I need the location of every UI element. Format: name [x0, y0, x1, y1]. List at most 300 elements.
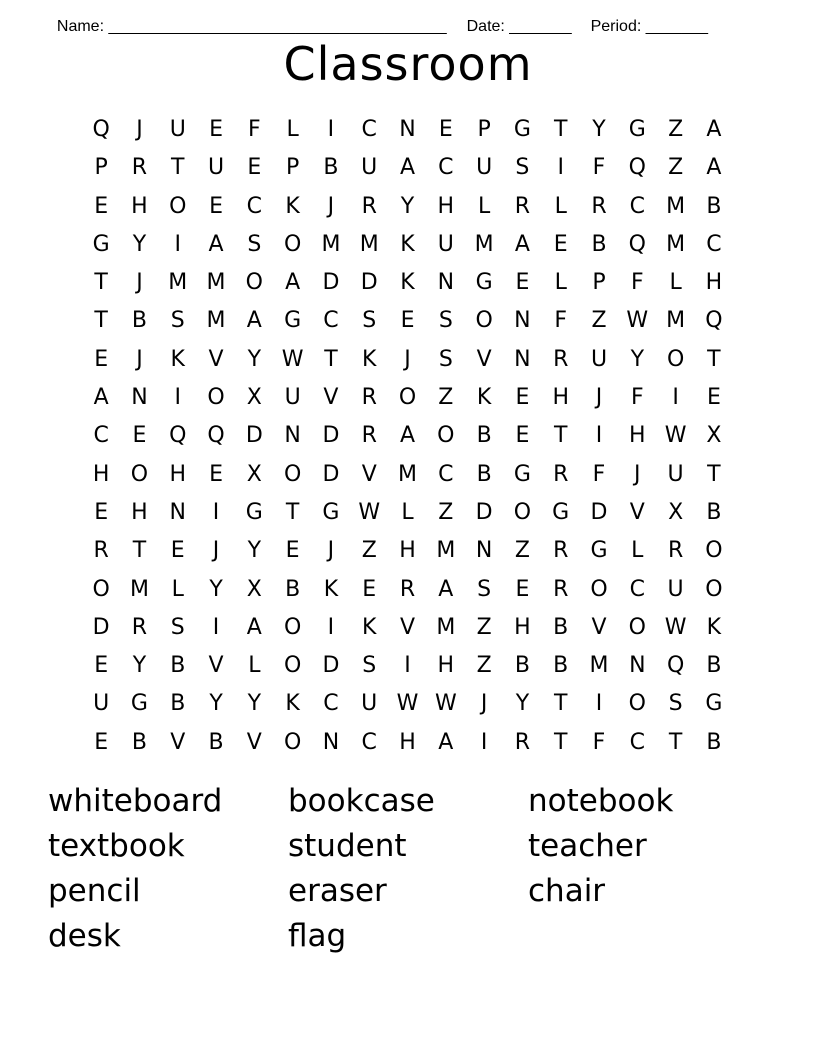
grid-letter[interactable]: E — [170, 538, 185, 564]
grid-letter[interactable]: J — [136, 117, 143, 142]
grid-letter[interactable]: J — [595, 385, 603, 411]
grid-letter[interactable]: U — [169, 117, 186, 142]
grid-letter[interactable]: L — [401, 499, 414, 525]
grid-letter[interactable]: M — [436, 538, 456, 564]
grid-letter[interactable]: H — [705, 270, 723, 296]
grid-letter[interactable]: R — [553, 576, 569, 602]
grid-letter[interactable]: K — [362, 346, 377, 372]
grid-letter[interactable]: K — [285, 691, 300, 717]
grid-letter[interactable]: A — [399, 423, 416, 449]
grid-letter[interactable]: W — [358, 499, 381, 525]
grid-letter[interactable]: Y — [209, 576, 223, 602]
grid-letter[interactable]: I — [327, 614, 335, 640]
grid-letter[interactable]: Q — [628, 155, 646, 181]
grid-letter[interactable]: U — [667, 576, 684, 602]
grid-letter[interactable]: E — [132, 423, 147, 449]
grid-letter[interactable]: B — [476, 423, 492, 449]
grid-letter[interactable]: S — [362, 308, 377, 334]
grid-letter[interactable]: M — [666, 193, 686, 219]
grid-letter[interactable]: I — [327, 117, 335, 142]
grid-letter[interactable]: H — [437, 653, 455, 679]
grid-letter[interactable]: G — [284, 308, 302, 334]
grid-letter[interactable]: E — [247, 155, 262, 181]
grid-letter[interactable]: E — [515, 423, 530, 449]
grid-letter[interactable]: J — [136, 270, 143, 296]
grid-letter[interactable]: B — [591, 231, 607, 257]
grid-letter[interactable]: J — [404, 346, 411, 372]
grid-letter[interactable]: X — [246, 461, 262, 487]
grid-letter[interactable]: P — [477, 117, 491, 142]
grid-letter[interactable]: G — [245, 499, 263, 525]
grid-letter[interactable]: E — [438, 117, 453, 142]
grid-letter[interactable]: R — [361, 193, 377, 219]
grid-letter[interactable]: Q — [92, 117, 110, 142]
grid-letter[interactable]: S — [170, 614, 185, 640]
grid-letter[interactable]: I — [595, 691, 603, 717]
word-bank-item: bookcase — [288, 783, 435, 819]
grid-letter[interactable]: U — [476, 155, 493, 181]
grid-letter[interactable]: T — [324, 346, 338, 372]
grid-letter[interactable]: E — [94, 346, 109, 372]
grid-letter[interactable]: T — [94, 308, 108, 334]
grid-letter[interactable]: O — [628, 691, 646, 717]
grid-letter[interactable]: A — [514, 231, 530, 257]
grid-letter[interactable]: V — [208, 653, 224, 679]
grid-letter[interactable]: R — [553, 346, 569, 372]
grid-letter[interactable]: B — [553, 653, 569, 679]
grid-letter[interactable]: T — [553, 691, 568, 717]
period-field-label[interactable]: Period: _______ — [590, 18, 709, 35]
grid-letter[interactable]: O — [475, 308, 493, 334]
grid-letter[interactable]: F — [248, 117, 261, 142]
grid-letter[interactable]: S — [247, 231, 262, 257]
grid-letter[interactable]: N — [514, 308, 531, 334]
grid-letter[interactable]: Y — [400, 193, 415, 219]
grid-letter[interactable]: N — [131, 385, 148, 411]
grid-letter[interactable]: H — [169, 461, 187, 487]
grid-letter[interactable]: R — [399, 576, 416, 602]
grid-letter[interactable]: I — [212, 614, 220, 640]
grid-letter[interactable]: W — [281, 346, 304, 372]
grid-letter[interactable]: M — [168, 270, 188, 296]
grid-letter[interactable]: Z — [476, 614, 492, 640]
grid-letter[interactable]: Z — [668, 117, 684, 142]
grid-letter[interactable]: J — [212, 538, 220, 564]
grid-letter[interactable]: U — [93, 691, 110, 717]
grid-letter[interactable]: H — [399, 729, 416, 755]
grid-letter[interactable]: I — [174, 231, 181, 257]
grid-letter[interactable]: C — [323, 691, 339, 717]
grid-letter[interactable]: G — [590, 538, 608, 564]
grid-letter[interactable]: B — [706, 729, 722, 755]
grid-letter[interactable]: T — [171, 155, 185, 181]
grid-letter[interactable]: G — [92, 231, 110, 257]
grid-letter[interactable]: Z — [476, 653, 492, 679]
grid-letter[interactable]: P — [285, 155, 300, 181]
grid-letter[interactable]: B — [208, 729, 224, 755]
grid-letter[interactable]: O — [513, 499, 532, 525]
grid-letter[interactable]: V — [476, 346, 492, 372]
grid-letter[interactable]: T — [132, 538, 147, 564]
grid-letter[interactable]: Q — [207, 423, 225, 449]
grid-letter[interactable]: Q — [628, 231, 646, 257]
grid-letter[interactable]: B — [323, 155, 339, 181]
grid-letter[interactable]: I — [672, 385, 679, 411]
grid-letter[interactable]: U — [437, 231, 454, 257]
student-info-header — [48, 0, 748, 35]
grid-letter[interactable]: G — [322, 499, 340, 525]
grid-letter[interactable]: O — [398, 385, 417, 411]
grid-letter[interactable]: M — [206, 270, 226, 296]
grid-letter[interactable]: V — [208, 346, 224, 372]
grid-letter[interactable]: B — [706, 499, 722, 525]
grid-letter[interactable]: H — [131, 193, 148, 219]
grid-letter[interactable]: E — [362, 576, 377, 602]
grid-letter[interactable]: K — [362, 614, 377, 640]
grid-letter[interactable]: M — [206, 308, 226, 334]
grid-letter[interactable]: T — [707, 461, 721, 487]
grid-letter[interactable]: U — [284, 385, 301, 411]
grid-letter[interactable]: O — [705, 576, 723, 602]
grid-letter[interactable]: F — [630, 270, 644, 296]
grid-letter[interactable]: H — [552, 385, 569, 411]
grid-letter[interactable]: D — [245, 423, 263, 449]
grid-letter[interactable]: W — [664, 423, 687, 449]
grid-letter[interactable]: C — [323, 308, 339, 334]
grid-letter[interactable]: H — [629, 423, 646, 449]
grid-letter[interactable]: Y — [592, 117, 606, 142]
word-bank-item: pencil — [48, 873, 141, 909]
grid-letter[interactable]: K — [400, 231, 415, 257]
grid-letter[interactable]: A — [706, 155, 722, 181]
grid-letter[interactable]: M — [589, 653, 609, 679]
grid-letter[interactable]: C — [629, 729, 645, 755]
grid-letter[interactable]: J — [480, 691, 488, 717]
grid-letter[interactable]: R — [514, 193, 531, 219]
grid-letter[interactable]: R — [361, 385, 377, 411]
grid-letter[interactable]: S — [477, 576, 492, 602]
grid-letter[interactable]: R — [93, 538, 109, 564]
grid-letter[interactable]: W — [664, 614, 687, 640]
grid-letter[interactable]: D — [322, 423, 340, 449]
grid-letter[interactable]: Y — [630, 346, 645, 372]
grid-letter[interactable]: T — [668, 729, 683, 755]
grid-letter[interactable]: R — [553, 538, 569, 564]
grid-letter[interactable]: K — [170, 346, 185, 372]
grid-letter[interactable]: I — [212, 499, 220, 525]
grid-letter[interactable]: V — [399, 614, 416, 640]
grid-letter[interactable]: Y — [247, 538, 262, 564]
grid-letter[interactable]: J — [136, 346, 143, 372]
grid-letter[interactable]: Y — [132, 231, 147, 257]
grid-letter[interactable]: G — [628, 117, 646, 142]
grid-letter[interactable]: N — [399, 117, 416, 142]
grid-letter[interactable]: I — [480, 729, 488, 755]
grid-letter[interactable]: H — [399, 538, 416, 564]
grid-letter[interactable]: M — [398, 461, 418, 487]
grid-letter[interactable]: W — [396, 691, 419, 717]
grid-letter[interactable]: M — [666, 308, 686, 334]
grid-letter[interactable]: Q — [705, 308, 723, 334]
grid-letter[interactable]: F — [554, 308, 568, 334]
grid-letter[interactable]: P — [94, 155, 108, 181]
grid-letter[interactable]: K — [285, 193, 300, 219]
grid-letter[interactable]: O — [245, 270, 263, 296]
grid-letter[interactable]: X — [246, 576, 262, 602]
grid-letter[interactable]: B — [706, 193, 722, 219]
grid-letter[interactable]: A — [438, 576, 454, 602]
grid-letter[interactable]: O — [92, 576, 110, 602]
grid-letter[interactable]: A — [93, 385, 109, 411]
grid-letter[interactable]: K — [476, 385, 492, 411]
grid-letter[interactable]: T — [553, 423, 568, 449]
grid-letter[interactable]: M — [436, 614, 456, 640]
grid-letter[interactable]: Q — [666, 653, 685, 679]
grid-letter[interactable]: L — [554, 270, 567, 296]
grid-letter[interactable]: J — [634, 461, 641, 487]
grid-letter[interactable]: O — [283, 461, 302, 487]
grid-letter[interactable]: C — [438, 155, 454, 181]
grid-letter[interactable]: R — [667, 538, 684, 564]
grid-letter[interactable]: U — [207, 155, 225, 181]
grid-letter[interactable]: L — [631, 538, 644, 564]
grid-letter[interactable]: G — [130, 691, 148, 717]
grid-letter[interactable]: Y — [132, 653, 147, 679]
grid-letter[interactable]: S — [515, 155, 530, 181]
grid-letter[interactable]: O — [283, 614, 302, 640]
grid-letter[interactable]: V — [361, 461, 377, 487]
grid-letter[interactable]: O — [437, 423, 455, 449]
grid-letter[interactable]: O — [283, 653, 302, 679]
grid-letter[interactable]: J — [327, 538, 335, 564]
grid-letter[interactable]: F — [592, 729, 606, 755]
grid-letter[interactable]: E — [515, 576, 530, 602]
grid-letter[interactable]: A — [706, 117, 722, 142]
grid-letter[interactable]: O — [283, 231, 302, 257]
grid-letter[interactable]: H — [92, 461, 110, 487]
grid-letter[interactable]: Z — [591, 308, 607, 334]
grid-letter[interactable]: E — [94, 729, 109, 755]
grid-letter[interactable]: L — [554, 193, 567, 219]
grid-letter[interactable]: O — [207, 385, 225, 411]
grid-letter[interactable]: M — [359, 231, 379, 257]
grid-letter[interactable]: M — [474, 231, 494, 257]
grid-letter[interactable]: B — [476, 461, 492, 487]
grid-letter[interactable]: R — [553, 461, 569, 487]
grid-letter[interactable]: M — [129, 576, 149, 602]
grid-letter[interactable]: E — [94, 499, 109, 525]
grid-letter[interactable]: V — [323, 385, 339, 411]
grid-letter[interactable]: O — [705, 538, 723, 564]
grid-letter[interactable]: T — [553, 117, 568, 142]
grid-letter[interactable]: D — [590, 499, 608, 525]
grid-letter[interactable]: L — [248, 653, 261, 679]
grid-letter[interactable]: R — [131, 614, 148, 640]
grid-letter[interactable]: H — [131, 499, 148, 525]
grid-letter[interactable]: C — [438, 461, 454, 487]
date-field-label[interactable]: Date: _______ — [466, 18, 572, 35]
grid-letter[interactable]: I — [595, 423, 603, 449]
grid-letter[interactable]: T — [285, 499, 300, 525]
grid-letter[interactable]: K — [400, 270, 415, 296]
grid-letter[interactable]: Z — [668, 155, 684, 181]
grid-letter[interactable]: E — [515, 385, 530, 411]
grid-letter[interactable]: Y — [515, 691, 530, 717]
grid-letter[interactable]: P — [592, 270, 606, 296]
grid-letter[interactable]: A — [246, 308, 262, 334]
grid-letter[interactable]: E — [94, 193, 109, 219]
word-bank — [48, 779, 768, 959]
grid-letter[interactable]: B — [170, 691, 186, 717]
grid-letter[interactable]: D — [475, 499, 493, 525]
grid-letter[interactable]: L — [669, 270, 682, 296]
grid-letter[interactable]: V — [629, 499, 645, 525]
grid-letter[interactable]: B — [131, 308, 147, 334]
grid-letter[interactable]: A — [208, 231, 224, 257]
grid-letter[interactable]: S — [170, 308, 185, 334]
grid-letter[interactable]: X — [668, 499, 684, 525]
word-search-grid — [82, 111, 733, 762]
grid-letter[interactable]: C — [361, 729, 377, 755]
grid-letter[interactable]: B — [131, 729, 147, 755]
grid-letter[interactable]: L — [477, 193, 491, 219]
grid-letter[interactable]: T — [94, 270, 108, 296]
grid-letter[interactable]: H — [514, 614, 531, 640]
grid-letter[interactable]: E — [400, 308, 415, 334]
grid-letter[interactable]: Q — [169, 423, 187, 449]
grid-letter[interactable]: D — [322, 461, 340, 487]
grid-letter[interactable]: Z — [438, 499, 454, 525]
grid-letter[interactable]: X — [246, 385, 262, 411]
grid-letter[interactable]: A — [285, 270, 301, 296]
grid-letter[interactable]: O — [628, 614, 646, 640]
grid-letter[interactable]: L — [171, 576, 184, 602]
grid-letter[interactable]: D — [322, 653, 340, 679]
grid-letter[interactable]: L — [286, 117, 299, 142]
grid-letter[interactable]: W — [434, 691, 457, 717]
grid-letter[interactable]: W — [626, 308, 649, 334]
grid-letter[interactable]: I — [557, 155, 564, 181]
grid-letter[interactable]: M — [666, 231, 686, 257]
grid-letter[interactable]: Y — [247, 346, 262, 372]
grid-letter[interactable]: E — [515, 270, 530, 296]
grid-letter[interactable]: S — [362, 653, 377, 679]
grid-letter[interactable]: N — [514, 346, 531, 372]
grid-letter[interactable]: E — [209, 193, 223, 219]
grid-letter[interactable]: E — [209, 117, 223, 142]
grid-letter[interactable]: B — [170, 653, 186, 679]
grid-letter[interactable]: Y — [209, 691, 223, 717]
grid-letter[interactable]: Y — [247, 691, 262, 717]
grid-letter[interactable]: B — [553, 614, 569, 640]
grid-letter[interactable]: O — [130, 461, 149, 487]
grid-letter[interactable]: N — [475, 538, 493, 564]
grid-letter[interactable]: N — [169, 499, 186, 525]
grid-letter[interactable]: G — [475, 270, 493, 296]
grid-letter[interactable]: V — [246, 729, 262, 755]
grid-letter[interactable]: O — [169, 193, 187, 219]
grid-letter[interactable]: U — [667, 461, 684, 487]
grid-letter[interactable]: O — [590, 576, 608, 602]
word-bank-item: chair — [528, 873, 606, 909]
grid-letter[interactable]: A — [399, 155, 416, 181]
grid-letter[interactable]: E — [209, 461, 223, 487]
grid-letter[interactable]: U — [361, 155, 378, 181]
grid-letter[interactable]: S — [438, 346, 453, 372]
grid-letter[interactable]: C — [629, 193, 645, 219]
grid-letter[interactable]: C — [93, 423, 109, 449]
grid-letter[interactable]: M — [321, 231, 341, 257]
grid-letter[interactable]: O — [283, 729, 302, 755]
grid-letter[interactable]: Z — [361, 538, 377, 564]
grid-letter[interactable]: J — [327, 193, 335, 219]
grid-letter[interactable]: R — [131, 155, 148, 181]
grid-letter[interactable]: K — [706, 614, 722, 640]
grid-letter[interactable]: G — [513, 461, 531, 487]
grid-letter[interactable]: S — [668, 691, 683, 717]
grid-letter[interactable]: V — [170, 729, 186, 755]
grid-letter[interactable]: S — [438, 308, 453, 334]
grid-letter[interactable]: N — [437, 270, 455, 296]
grid-letter[interactable]: U — [590, 346, 608, 372]
grid-letter[interactable]: B — [514, 653, 530, 679]
grid-letter[interactable]: E — [706, 385, 721, 411]
grid-letter[interactable]: A — [438, 729, 454, 755]
grid-letter[interactable]: A — [246, 614, 262, 640]
grid-letter[interactable]: D — [360, 270, 378, 296]
grid-letter[interactable]: R — [514, 729, 531, 755]
grid-letter[interactable]: C — [361, 117, 377, 142]
grid-letter[interactable]: V — [591, 614, 607, 640]
grid-letter[interactable]: F — [630, 385, 644, 411]
grid-letter[interactable]: E — [285, 538, 300, 564]
grid-letter[interactable]: R — [591, 193, 607, 219]
grid-letter[interactable]: T — [707, 346, 721, 372]
grid-letter[interactable]: Z — [438, 385, 454, 411]
grid-letter[interactable]: G — [705, 691, 723, 717]
grid-letter[interactable]: N — [284, 423, 301, 449]
grid-letter[interactable]: X — [706, 423, 722, 449]
grid-letter[interactable]: B — [706, 653, 722, 679]
grid-letter[interactable]: N — [322, 729, 340, 755]
grid-letter[interactable]: F — [592, 155, 606, 181]
grid-letter[interactable]: Z — [514, 538, 530, 564]
grid-letter[interactable]: I — [174, 385, 181, 411]
grid-letter[interactable]: U — [361, 691, 378, 717]
grid-letter[interactable]: C — [246, 193, 263, 219]
grid-letter[interactable]: C — [706, 231, 722, 257]
grid-letter[interactable]: N — [629, 653, 646, 679]
grid-letter[interactable]: I — [404, 653, 411, 679]
grid-letter[interactable]: K — [323, 576, 339, 602]
grid-letter[interactable]: D — [92, 614, 110, 640]
name-field-label[interactable]: Name: ______________________________________ — [56, 18, 447, 35]
word-bank-item: student — [288, 828, 407, 864]
grid-letter[interactable]: E — [553, 231, 568, 257]
grid-letter[interactable]: T — [553, 729, 568, 755]
grid-letter[interactable]: D — [322, 270, 340, 296]
grid-letter[interactable]: G — [513, 117, 531, 142]
grid-letter[interactable]: O — [666, 346, 685, 372]
grid-letter[interactable]: C — [629, 576, 645, 602]
grid-letter[interactable]: B — [285, 576, 301, 602]
grid-letter[interactable]: H — [437, 193, 455, 219]
word-bank-item: flag — [288, 918, 347, 954]
grid-letter[interactable]: E — [94, 653, 109, 679]
grid-letter[interactable]: G — [552, 499, 570, 525]
grid-letter[interactable]: R — [361, 423, 377, 449]
grid-letter[interactable]: F — [592, 461, 606, 487]
